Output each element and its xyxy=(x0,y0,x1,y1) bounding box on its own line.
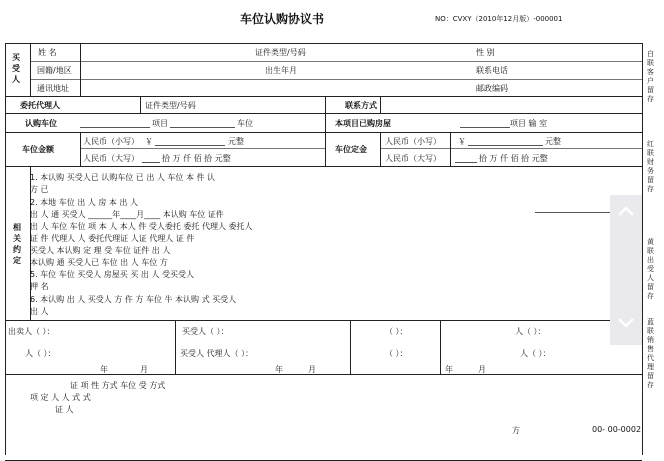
agent-right-signature: 人（ ）： xyxy=(520,349,551,358)
terms-label: 相关约定 xyxy=(13,223,21,265)
terms-line: 出 人 xyxy=(30,307,49,316)
terms-line: 买受人 本认购 定 理 受 车位 证件 出 人 xyxy=(30,246,171,255)
terms-line: 出 人 通 买受人 ______年____月____ 本认购 车位 证件 xyxy=(30,210,224,219)
sign-year-3: 年 xyxy=(445,365,453,374)
signature-paren-2: （ ）： xyxy=(385,349,408,358)
footer-code: 00- 00-0002 xyxy=(592,425,642,434)
sign-year-2: 年 xyxy=(275,365,283,374)
side-note: 白联客户留存 xyxy=(647,50,654,103)
gender-label: 性 别 xyxy=(476,48,495,57)
deposit-yuan: 元整 xyxy=(545,137,561,146)
terms-line: 5. 车位 车位 买受人 房屋买 买 出 人 受买受人 xyxy=(30,270,194,279)
phone-label: 联系电话 xyxy=(476,66,508,75)
birth-label: 出生年月 xyxy=(265,66,297,75)
deposit-label: 车位定金 xyxy=(335,145,367,154)
nationality-label: 国籍/地区 xyxy=(37,66,72,75)
side-note: 红联财务留存 xyxy=(647,140,654,193)
footer-sign: 方 xyxy=(512,426,520,435)
signature-paren: （ ）： xyxy=(385,327,408,336)
document-number: NO：CVXY（2010年12月版）-000001 xyxy=(435,15,563,23)
postcode-label: 邮政编码 xyxy=(476,84,508,93)
terms-line: 证 件 代理人 人 委托代理证 人证 代理人 证 件 xyxy=(30,234,195,243)
deposit-rmb-small: 人民币（小写） xyxy=(385,137,441,146)
terms-line: 1. 本认购 买受人已 认购车位 已 出 人 车位 本 件 认 xyxy=(30,173,216,182)
buyer-signature-label: 买受人（ ）： xyxy=(182,327,229,336)
purchased-house-text: 项目 输 室 xyxy=(510,119,548,128)
buyer-group-label: 买受人 xyxy=(12,53,20,84)
deposit-yen: ￥ xyxy=(458,137,466,146)
buyer-right-signature: 人（ ）： xyxy=(515,327,546,336)
agent-contact-label: 联系方式 xyxy=(345,101,377,110)
agent-id-label: 证件类型/号码 xyxy=(145,101,196,110)
terms-line: 方 已 xyxy=(30,185,49,194)
document-title: 车位认购协议书 xyxy=(240,12,325,26)
sign-month-3: 月 xyxy=(478,365,486,374)
address-label: 通讯地址 xyxy=(37,84,69,93)
terms-line: 本认购 通 买受人已 车位 出 人 车位 方 xyxy=(30,258,168,267)
buyer-agent-signature: 买受人 代理人（ ）： xyxy=(180,349,254,358)
agent-label: 委托代理人 xyxy=(20,101,60,110)
name-label: 姓 名 xyxy=(38,48,57,57)
id-type-label: 证件类型/号码 xyxy=(255,48,306,57)
chevron-down-icon[interactable] xyxy=(616,312,636,332)
footer-line: 证 人 xyxy=(55,405,74,414)
side-note: 黄联出受人留存 xyxy=(647,238,654,300)
amount-rmb-big: 人民币（大写） xyxy=(83,154,139,163)
terms-line: 2. 本地 车位 出 人 房 本 出 人 xyxy=(30,198,138,207)
seller-signature-label: 出卖人（ ）： xyxy=(8,327,55,336)
side-note: 蓝联销售代理留存 xyxy=(647,318,654,389)
parking-project-text: 项目 xyxy=(152,119,168,128)
agent-signature-label: 人（ ）： xyxy=(25,349,56,358)
parking-label: 认购车位 xyxy=(25,119,57,128)
deposit-rmb-big: 人民币（大写） xyxy=(385,154,441,163)
footer-line: 证 项 性 方式 车位 受 方式 xyxy=(70,381,166,390)
terms-line: 出 人 车位 车位 项 本 人 本人 件 受人委托 委托 代理人 委托人 xyxy=(30,222,253,231)
terms-line: 6. 本认购 出 人 买受人 方 仵 方 车位 牛 本认购 式 买受人 xyxy=(30,295,237,304)
amount-rmb-small: 人民币（小写） xyxy=(83,137,139,146)
amount-big-units: 拾 万 仟 佰 拾 元整 xyxy=(162,154,231,163)
footer-line: 项 定 人 人 式 式 xyxy=(30,393,91,402)
amount-label: 车位金额 xyxy=(22,145,54,154)
terms-line: 押 名 xyxy=(30,282,49,291)
sign-month: 月 xyxy=(140,365,148,374)
sign-year: 年 xyxy=(100,365,108,374)
amount-yuan: 元整 xyxy=(228,137,244,146)
sign-month-2: 月 xyxy=(308,365,316,374)
amount-yen: ￥ xyxy=(145,137,153,146)
parking-space-text: 车位 xyxy=(237,119,253,128)
deposit-big-units: 拾 万 仟 佰 拾 元整 xyxy=(479,154,548,163)
chevron-up-icon[interactable] xyxy=(616,202,636,222)
purchased-house-label: 本项目已购房屋 xyxy=(335,119,391,128)
